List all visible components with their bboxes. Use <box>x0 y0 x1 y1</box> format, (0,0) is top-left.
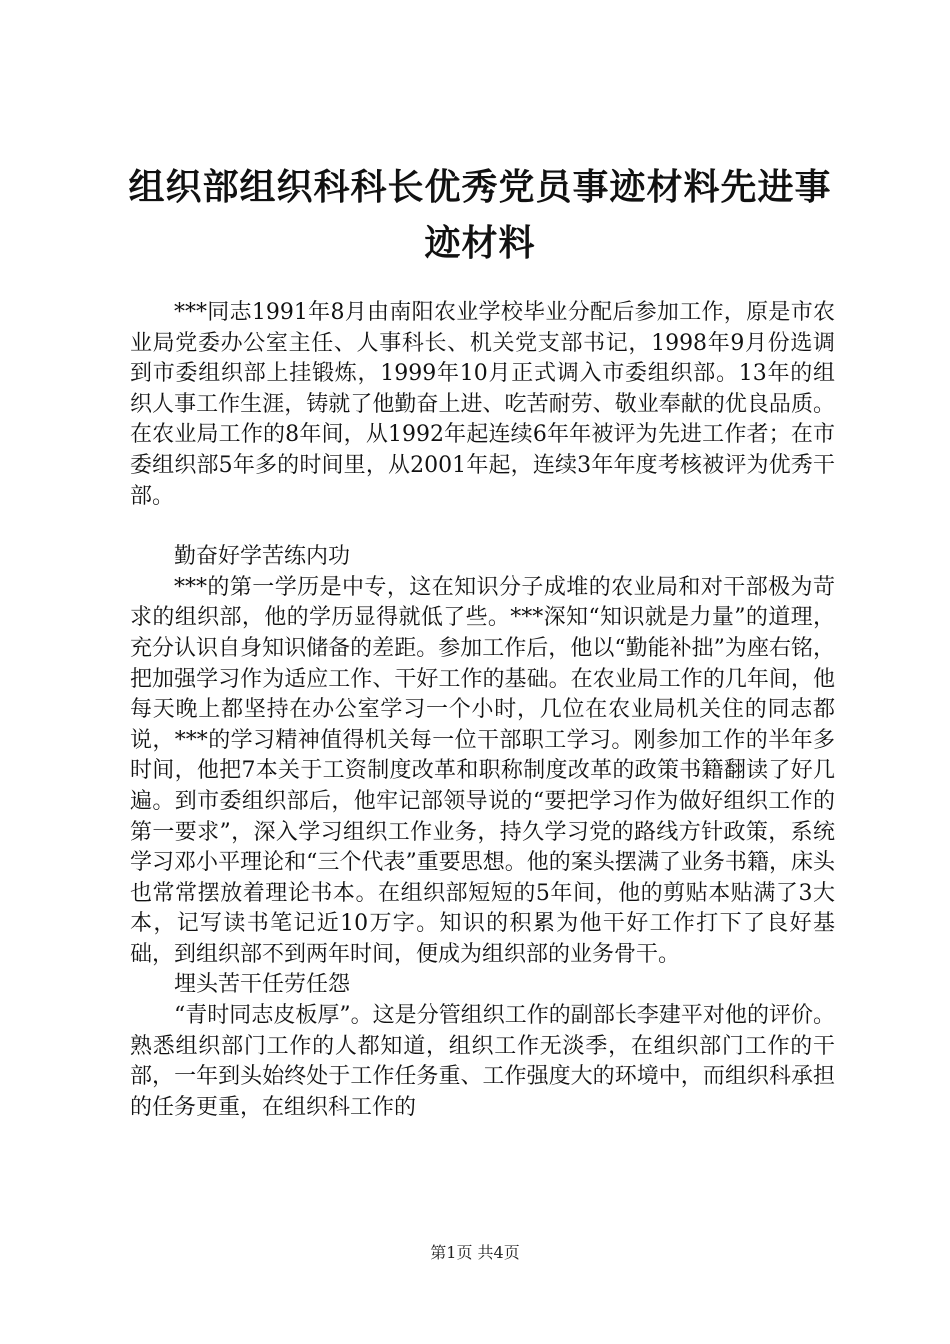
document-body <box>130 298 835 1123</box>
paragraph-diligent-study: ***的第一学历是中专，这在知识分子成堆的农业局和对干部极为苛求的组织部，他的学历显得就低了些。***深知“知识就是力量”的道理，充分认识自身知识储备的差距。参加工作后，他以“勤能补拙”为座右铭，把加强学习作为适应工作、干好工作的基础。在农业局工作的几年间，他每天晚上都坚持在办公室学习一个小时，几位在农业局机关住的同志都说，***的学习精神值得机关每一位干部职工学习。刚参加工作的半年多时间，他把7本关于工资制度改革和职称制度改革的政策书籍翻读了好几遍。到市委组织部后，他牢记部领导说的“要把学习作为做好组织工作的第一要求”，深入学习组织工作业务，持久学习党的路线方针政策，系统学习邓小平理论和“三个代表”重要思想。他的案头摆满了业务书籍，床头也常常摆放着理论书本。在组织部短短的5年间，他的剪贴本贴满了3大本，记写读书笔记近10万字。知识的积累为他干好工作打下了良好基础，到组织部不到两年时间，便成为组织部的业务骨干。 <box>130 574 835 967</box>
page-footer: 第1页 共4页 <box>430 1243 520 1262</box>
paragraph-intro: ***同志1991年8月由南阳农业学校毕业分配后参加工作，原是市农业局党委办公室主任、人事科长、机关党支部书记，1998年9月份选调到市委组织部上挂锻炼，1999年10月正式调入市委组织部。13年的组织人事工作生涯，铸就了他勤奋上进、吃苦耐劳、敬业奉献的优良品质。在农业局工作的8年间，从1992年起连续6年年被评为先进工作者；在市委组织部5年多的时间里，从2001年起，连续3年年度考核被评为优秀干部。 <box>130 300 835 509</box>
document-title: 组织部组织科科长优秀党员事迹材料先进事迹材料 <box>128 167 832 264</box>
section-heading-hard-work: 埋头苦干任劳任怨 <box>174 972 351 998</box>
paragraph-hard-work: “青时同志皮板厚”。这是分管组织工作的副部长李建平对他的评价。熟悉组织部门工作的人都知道，组织工作无淡季，在组织部门工作的干部，一年到头始终处于工作任务重、工作强度大的环境中，而组织科承担的任务更重，在组织科工作的 <box>130 1003 835 1120</box>
section-heading-diligent-study: 勤奋好学苦练内功 <box>174 544 351 570</box>
paragraph-spacer <box>130 512 835 542</box>
